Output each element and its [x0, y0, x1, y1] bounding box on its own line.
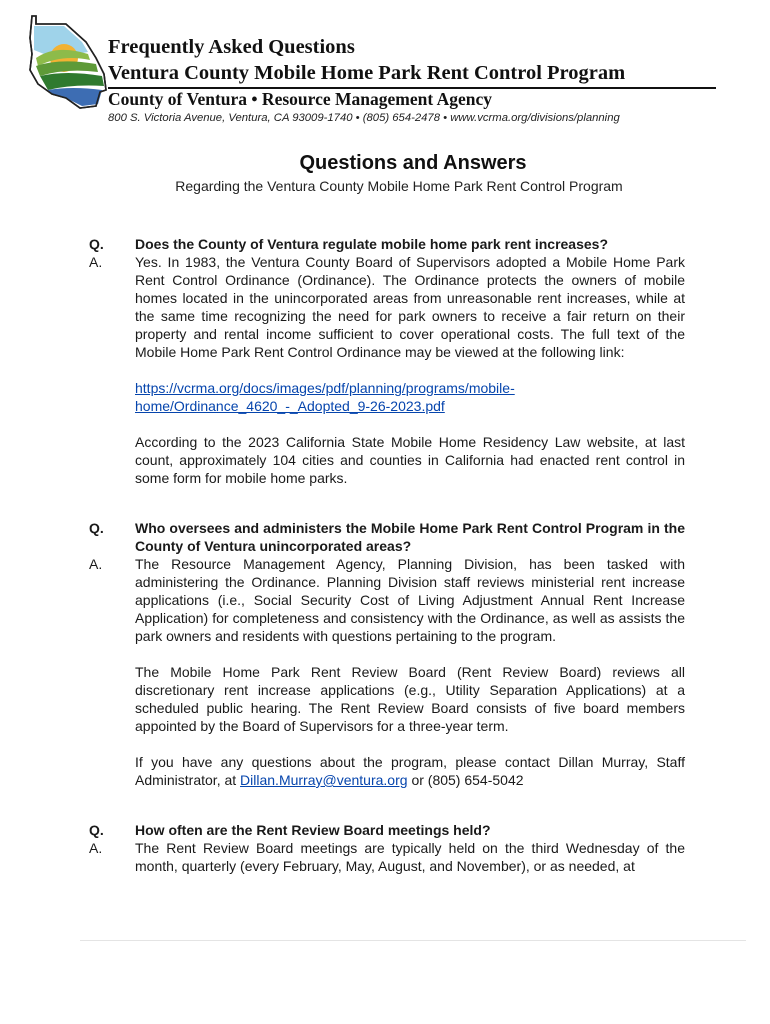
- contact-text: If you have any questions about the program, please contact Dillan Murray, Staff Administrator, at: [135, 754, 685, 788]
- answer-row: [89, 839, 685, 875]
- header-title: Frequently Asked Questions: [108, 36, 355, 58]
- answer-label: A.: [89, 556, 103, 572]
- ordinance-link-line2[interactable]: home/Ordinance_4620_-_Adopted_9-26-2023.pdf: [135, 398, 445, 414]
- header-agency: County of Ventura • Resource Management Agency: [108, 89, 492, 109]
- answer-paragraph: The Mobile Home Park Rent Review Board (Rent Review Board) reviews all discretionary rent increase applications (e.g., Utility Separation Applications) at a scheduled public hearing. The Rent Review Board consists of five board members appointed by the Board of Supervisors for a three-year term.: [135, 664, 685, 734]
- question-label: Q.: [89, 520, 104, 536]
- page-title: Questions and Answers: [299, 152, 527, 174]
- answer-paragraph: According to the 2023 California State Mobile Home Residency Law website, at last count, approximately 104 cities and counties in California had enacted rent control in some form for mobile home parks.: [135, 434, 685, 486]
- contact-paragraph: [89, 753, 685, 789]
- question-row: [89, 519, 685, 555]
- header-address: 800 S. Victoria Avenue, Ventura, CA 93009-1740 • (805) 654-2478 • www.vcrma.org/divisions/planning: [108, 112, 620, 124]
- question-text: Who oversees and administers the Mobile Home Park Rent Control Program in the County of Ventura unincorporated areas?: [135, 520, 685, 554]
- answer-text: The Rent Review Board meetings are typically held on the third Wednesday of the month, quarterly (every February, May, August, and November), or as needed, at: [135, 840, 685, 874]
- question-label: Q.: [89, 236, 104, 252]
- page-footer-divider: [80, 940, 746, 941]
- qa-item-3: [89, 821, 685, 875]
- question-text: How often are the Rent Review Board meetings held?: [135, 822, 491, 838]
- answer-row: [89, 555, 685, 645]
- qa-item-2: [89, 519, 685, 789]
- ordinance-link-line1[interactable]: https://vcrma.org/docs/images/pdf/planning/programs/mobile-: [135, 380, 515, 396]
- ordinance-link[interactable]: [135, 380, 515, 414]
- question-row: [89, 821, 685, 839]
- contact-phone: or (805) 654-5042: [411, 772, 524, 788]
- email-link[interactable]: Dillan.Murray@ventura.org: [240, 772, 408, 788]
- ordinance-link-block: [89, 379, 685, 415]
- county-logo-icon: [26, 14, 110, 114]
- header-program-title: Ventura County Mobile Home Park Rent Control Program: [108, 62, 626, 84]
- question-label: Q.: [89, 822, 104, 838]
- qa-item-1: [89, 235, 685, 487]
- page-subtitle: Regarding the Ventura County Mobile Home Park Rent Control Program: [175, 178, 623, 194]
- question-text: Does the County of Ventura regulate mobile home park rent increases?: [135, 236, 609, 252]
- answer-text: The Resource Management Agency, Planning Division, has been tasked with administering the Ordinance. Planning Division staff reviews ministerial rent increase applications (i.e., Social Security Cost of Living Adjustment Annual Rent Increase Application) for completeness and consistency with the Ordinance, as well as assists the park owners and residents with questions pertaining to the program.: [135, 556, 685, 644]
- answer-label: A.: [89, 840, 103, 856]
- answer-row: [89, 253, 685, 361]
- answer-text: Yes. In 1983, the Ventura County Board of Supervisors adopted a Mobile Home Park Rent Control Ordinance (Ordinance). The Ordinance protects the owners of mobile homes located in the unincorporated areas from unreasonable rent increases, while at the same time recognizing the need for park owners to receive a fair return on their property and rental income sufficient to cover operational costs. The full text of the Mobile Home Park Rent Control Ordinance may be viewed at the following link:: [135, 254, 685, 360]
- answer-label: A.: [89, 254, 103, 270]
- question-row: [89, 235, 685, 253]
